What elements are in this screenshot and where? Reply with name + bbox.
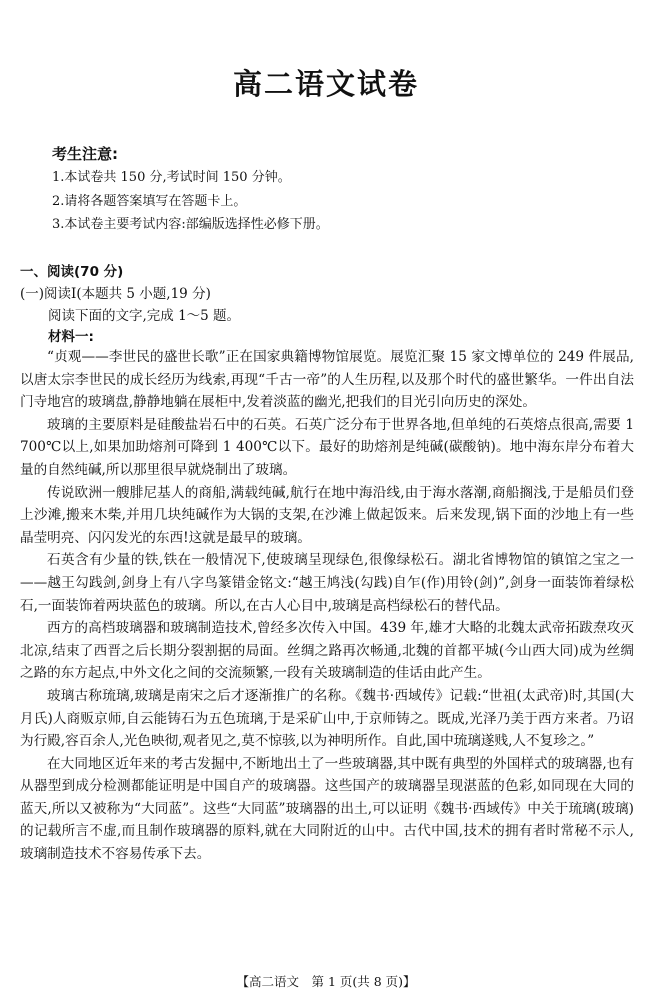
paragraph: 玻璃古称琉璃,玻璃是南宋之后才逐渐推广的名称。《魏书·西域传》记载:“世祖(太武帝)时,其国(大月氏)人商贩京师,自云能铸石为五色琉璃,于是采矿山中,于京师铸之。既成,光泽乃美于西方来者。乃诏为行殿,容百余人,光色映彻,观者见之,莫不惊骇,以为神明所作。自此,国中琉璃遂贱,人不复珍之。” (20, 687, 634, 750)
paragraph: 西方的高档玻璃器和玻璃制造技术,曾经多次传入中国。439 年,雄才大略的北魏太武帝拓跋焘攻灭北凉,结束了西晋之后长期分裂割据的局面。丝绸之路再次畅通,北魏的首都平城(今山西大同)成为丝绸之路的东方起点,中外文化之间的交流频繁,一段有关玻璃制造的佳话由此产生。 (20, 620, 634, 682)
notice-heading: 考生注意: (52, 145, 118, 163)
paragraph: 传说欧洲一艘腓尼基人的商船,满载纯碱,航行在地中海沿线,由于海水落潮,商船搁浅,于是船员们登上沙滩,搬来木柴,并用几块纯碱作为大锅的支架,在沙滩上做起饭来。后来发现,锅下面的沙地上有一些晶莹明亮、闪闪发光的东西!这就是最早的玻璃。 (20, 484, 634, 546)
notice-item: 3.本试卷主要考试内容:部编版选择性必修下册。 (52, 217, 329, 232)
paragraph: “贞观——李世民的盛世长歌”正在国家典籍博物馆展览。展览汇聚 15 家文博单位的 249 件展品,以唐太宗李世民的成长经历为线索,再现“千古一帝”的人生历程,以及那个时代的盛世繁华。一件出自法门寺地宫的玻璃盘,静静地躺在展柜中,发着淡蓝的幽光,把我们的目光引向历史的深处。 (20, 349, 634, 411)
notice-item: 2.请将各题答案填写在答题卡上。 (52, 194, 247, 209)
material-label: 材料一: (48, 329, 94, 345)
page-footer: 【高二语文 第 1 页(共 8 页)】 (236, 974, 416, 989)
page-title: 高二语文试卷 (232, 67, 419, 101)
reading-instruction: 阅读下面的文字,完成 1～5 题。 (48, 308, 241, 324)
paragraph: 石英含有少量的铁,铁在一般情况下,使玻璃呈现绿色,很像绿松石。湖北省博物馆的镇馆之宝之一——越王勾践剑,剑身上有八字鸟篆错金铭文:“越王鸠浅(勾践)自乍(作)用铃(剑)”,剑身一面装饰着绿松石,一面装饰着两块蓝色的玻璃。所以,在古人心目中,玻璃是高档绿松石的替代品。 (20, 552, 634, 614)
section-heading: 一、阅读(70 分) (20, 264, 124, 280)
paragraph: 在大同地区近年来的考古发掘中,不断地出土了一些玻璃器,其中既有典型的外国样式的玻璃器,也有从器型到成分检测都能证明是中国自产的玻璃器。这些国产的玻璃器呈现湛蓝的色彩,如同现在大同的蓝天,所以又被称为“大同蓝”。这些“大同蓝”玻璃器的出土,可以证明《魏书·西域传》中关于琉璃(玻璃)的记载所言不虚,而且制作玻璃器的原料,就在大同附近的山中。古代中国,技术的拥有者时常秘不示人,玻璃制造技术不容易传承下去。 (20, 755, 634, 863)
notice-item: 1.本试卷共 150 分,考试时间 150 分钟。 (52, 170, 291, 185)
subsection-heading: (一)阅读Ⅰ(本题共 5 小题,19 分) (20, 286, 211, 302)
paragraph: 玻璃的主要原料是硅酸盐岩石中的石英。石英广泛分布于世界各地,但单纯的石英熔点很高,需要 1 700℃以上,如果加助熔剂可降到 1 400℃以下。最好的助熔剂是纯碱(碳酸钠)。地中海东岸分布着大量的自然纯碱,所以那里很早就烧制出了玻璃。 (20, 416, 634, 478)
material-text (20, 346, 634, 866)
